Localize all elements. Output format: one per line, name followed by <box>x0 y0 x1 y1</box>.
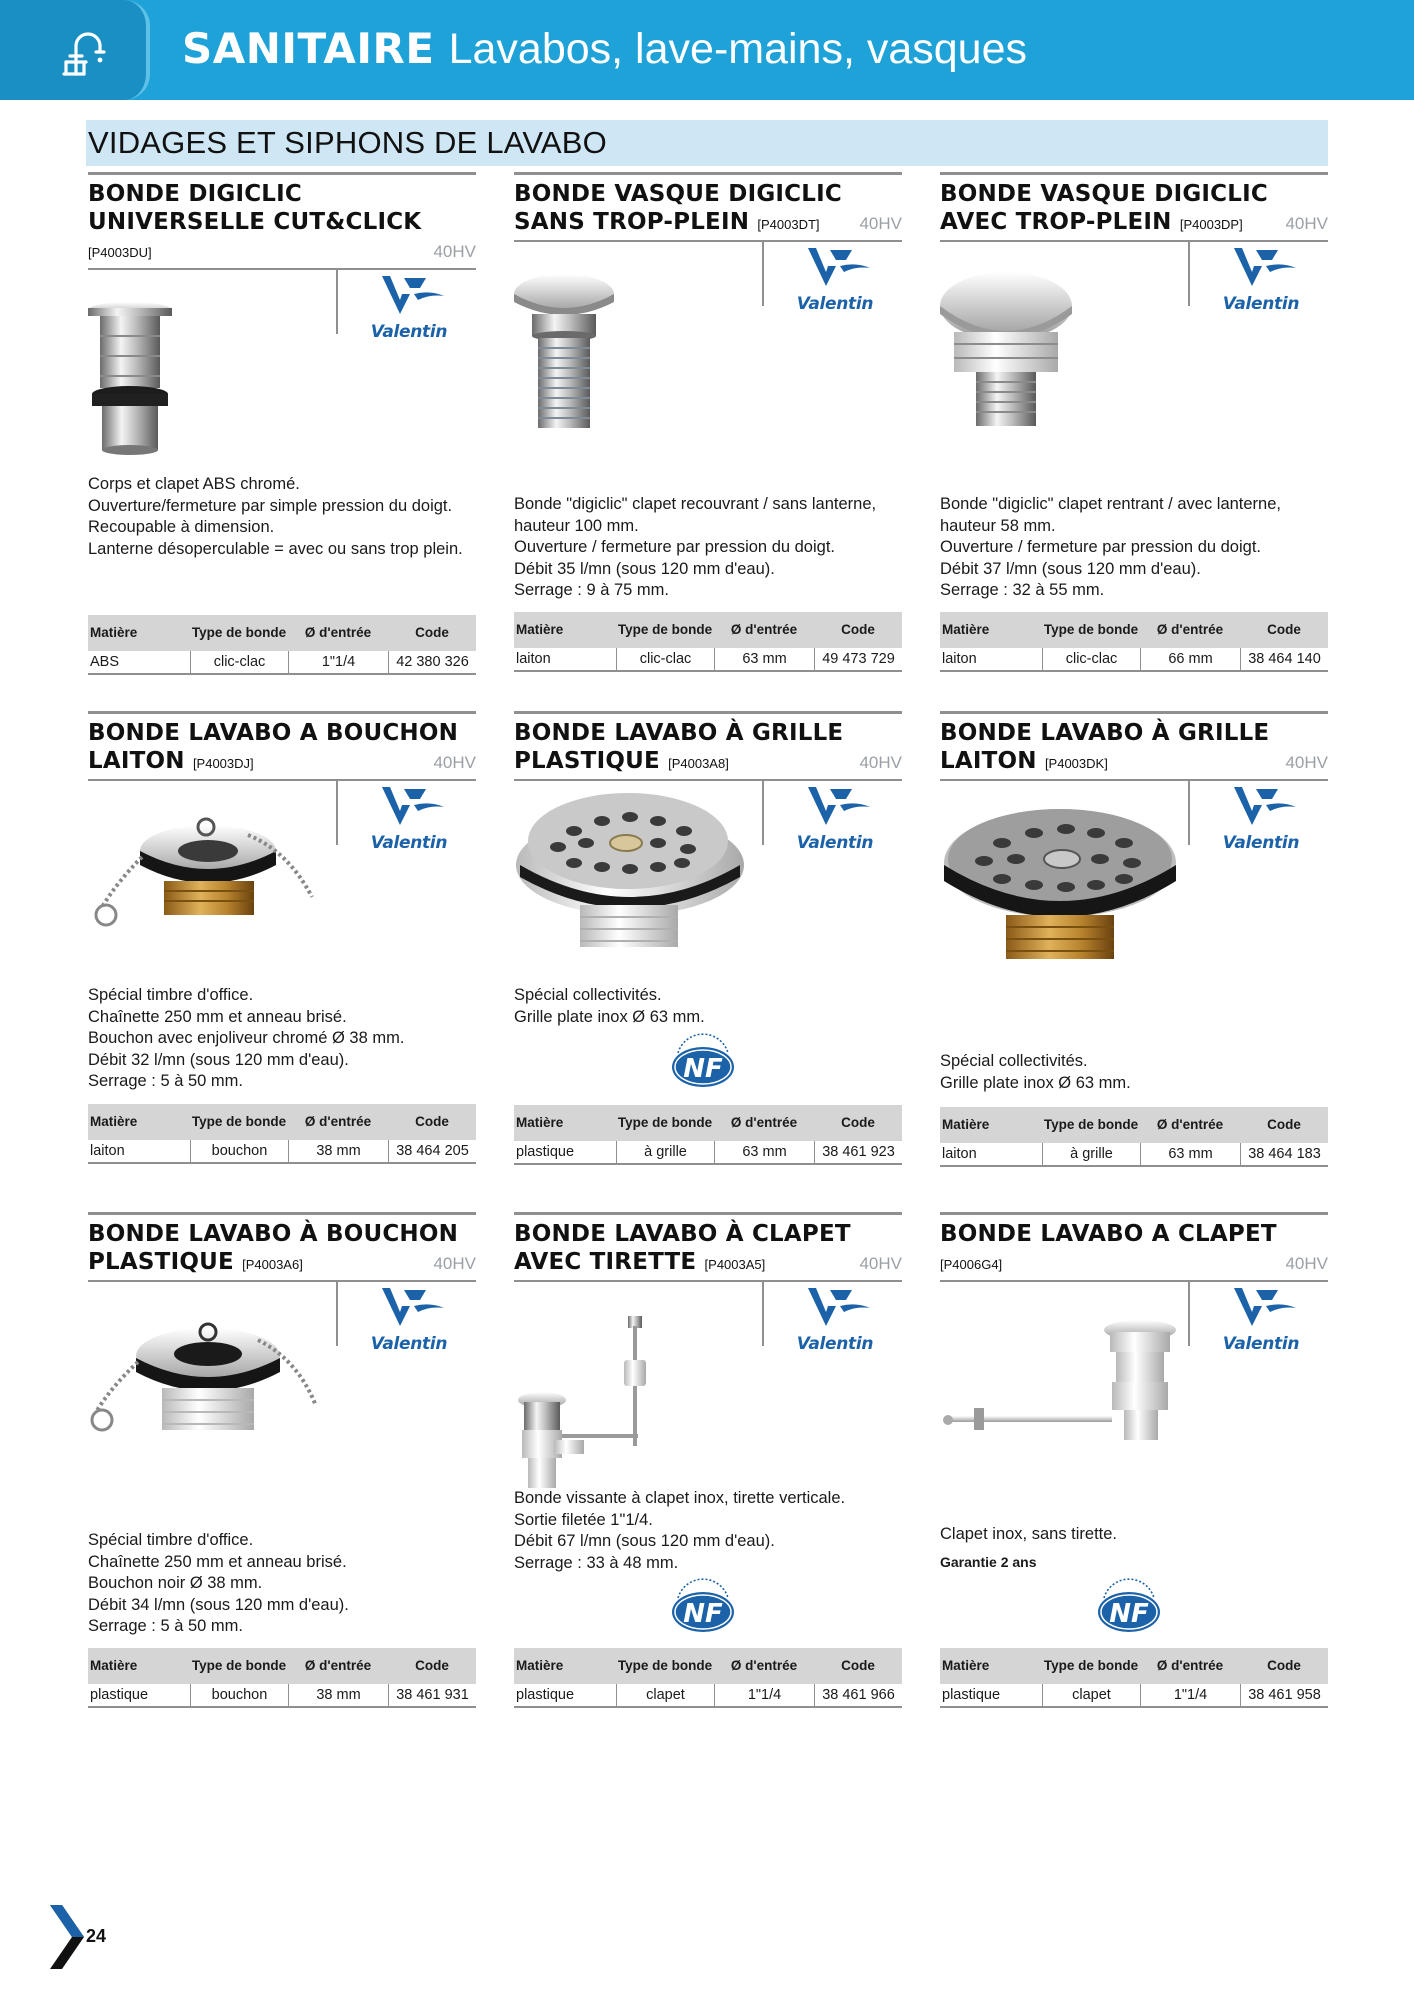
product-hv-code: 40HV <box>433 1254 476 1273</box>
cell-type: clapet <box>616 1684 714 1706</box>
description-line: Bouchon avec enjoliveur chromé Ø 38 mm. <box>88 1029 405 1047</box>
header-code: Code <box>841 1658 875 1673</box>
product-title <box>88 719 476 778</box>
product-hv-code: 40HV <box>859 214 902 233</box>
product-title <box>88 1220 476 1279</box>
brand-logo-text: Valentin <box>370 322 448 342</box>
product-title <box>88 180 476 267</box>
brand-logo-text: Valentin <box>370 1334 448 1354</box>
description-line: Spécial timbre d'office. <box>88 1531 254 1549</box>
logo-divider <box>762 781 764 845</box>
description-line: Serrage : 5 à 50 mm. <box>88 1617 243 1635</box>
logo-divider <box>336 781 338 845</box>
cell-material: plastique <box>90 1687 149 1703</box>
brand-logo <box>790 781 880 853</box>
valentin-v-icon <box>364 270 454 322</box>
header-material: Matière <box>516 622 564 637</box>
header-diameter: Ø d'entrée <box>1156 622 1224 637</box>
product-reference: [P4003DT] <box>757 217 820 232</box>
product-hv-code: 40HV <box>1285 753 1328 772</box>
product-title-text: BONDE LAVABO À GRILLE PLASTIQUE <box>514 720 844 774</box>
product-card <box>940 711 1328 1171</box>
product-card <box>88 711 476 1171</box>
header-code: Code <box>1267 1658 1301 1673</box>
nf-certification-badge <box>668 1033 738 1089</box>
brand-logo-text: Valentin <box>370 833 448 853</box>
spec-table <box>88 1648 476 1708</box>
cell-material: laiton <box>516 651 551 667</box>
table-row <box>514 1141 902 1165</box>
header-diameter: Ø d'entrée <box>730 1115 798 1130</box>
header-type: Type de bonde <box>191 1114 287 1129</box>
cell-diameter: 1"1/4 <box>714 1684 814 1706</box>
cell-material: laiton <box>942 651 977 667</box>
header-material: Matière <box>90 625 138 640</box>
product-photo <box>88 811 328 941</box>
product-card <box>940 172 1328 677</box>
card-top-rule <box>514 172 902 175</box>
cell-code: 38 461 923 <box>814 1141 902 1163</box>
description-line: Bonde "digiclic" clapet recouvrant / sans lanterne, hauteur 100 mm. <box>514 495 877 535</box>
spec-table <box>88 1104 476 1164</box>
description-line: Chaînette 250 mm et anneau brisé. <box>88 1007 347 1026</box>
cell-code: 38 461 931 <box>388 1684 476 1706</box>
cell-type: bouchon <box>190 1684 288 1706</box>
spec-table-header <box>88 615 476 651</box>
page-chevron-icon <box>50 1905 84 1969</box>
page-header <box>0 0 1414 100</box>
valentin-v-icon <box>790 242 880 294</box>
header-material: Matière <box>516 1658 564 1673</box>
product-title-text: BONDE LAVABO À BOUCHON PLASTIQUE <box>88 1221 459 1275</box>
description-line: Spécial timbre d'office. <box>88 986 254 1004</box>
product-reference: [P4003A8] <box>668 756 729 771</box>
brand-logo <box>364 270 454 342</box>
cell-code: 38 464 183 <box>1240 1143 1328 1165</box>
cell-code: 38 461 966 <box>814 1684 902 1706</box>
product-reference: [P4006G4] <box>940 1257 1003 1272</box>
category-label: SANITAIRE <box>182 24 435 73</box>
header-material: Matière <box>942 622 990 637</box>
header-diameter: Ø d'entrée <box>304 625 372 640</box>
header-type: Type de bonde <box>1043 1658 1139 1673</box>
description-line: Débit 34 l/mn (sous 120 mm d'eau). <box>88 1595 349 1614</box>
brand-logo <box>1216 242 1306 314</box>
description-line: Débit 37 l/mn (sous 120 mm d'eau). <box>940 559 1201 578</box>
header-diameter: Ø d'entrée <box>730 622 798 637</box>
brand-logo-text: Valentin <box>796 1334 874 1354</box>
brand-logo <box>790 242 880 314</box>
cell-diameter: 63 mm <box>1140 1143 1240 1165</box>
section-title: VIDAGES ET SIPHONS DE LAVABO <box>88 125 607 160</box>
product-card <box>940 1212 1328 1712</box>
cell-material: ABS <box>90 654 120 670</box>
nf-logo-icon <box>668 1578 738 1634</box>
description-line: Corps et clapet ABS chromé. <box>88 475 300 493</box>
product-title-text: BONDE LAVABO A CLAPET <box>940 1221 1277 1247</box>
product-photo <box>88 1310 328 1470</box>
card-top-rule <box>88 1212 476 1215</box>
spec-table <box>514 1105 902 1165</box>
cell-code: 38 464 140 <box>1240 648 1328 670</box>
product-title-text: BONDE VASQUE DIGICLIC AVEC TROP-PLEIN <box>940 181 1268 235</box>
product-description <box>514 985 902 1028</box>
logo-divider <box>762 1282 764 1346</box>
product-reference: [P4003DJ] <box>192 756 254 771</box>
brand-logo <box>790 1282 880 1354</box>
description-line: Bonde "digiclic" clapet rentrant / avec lanterne, hauteur 58 mm. <box>940 495 1281 535</box>
description-line: Serrage : 9 à 75 mm. <box>514 581 669 599</box>
header-code: Code <box>415 625 449 640</box>
product-reference: [P4003DU] <box>88 245 152 260</box>
cell-material: laiton <box>90 1143 125 1159</box>
header-material: Matière <box>942 1658 990 1673</box>
product-description <box>940 1524 1328 1546</box>
spec-table-header <box>88 1648 476 1684</box>
cell-code: 42 380 326 <box>388 651 476 673</box>
brand-logo <box>364 1282 454 1354</box>
header-diameter: Ø d'entrée <box>1156 1658 1224 1673</box>
description-line: Débit 32 l/mn (sous 120 mm d'eau). <box>88 1050 349 1069</box>
header-title <box>182 24 1027 80</box>
header-code: Code <box>841 1115 875 1130</box>
product-card <box>514 711 902 1171</box>
spec-table-header <box>940 612 1328 648</box>
product-title <box>940 180 1328 239</box>
description-line: Spécial collectivités. <box>940 1052 1088 1070</box>
header-type: Type de bonde <box>617 622 713 637</box>
card-top-rule <box>940 711 1328 714</box>
faucet-icon <box>58 22 114 80</box>
table-row <box>940 648 1328 672</box>
header-material: Matière <box>90 1114 138 1129</box>
spec-table-header <box>940 1648 1328 1684</box>
cell-diameter: 1"1/4 <box>288 651 388 673</box>
product-card <box>514 1212 902 1712</box>
cell-code: 49 473 729 <box>814 648 902 670</box>
header-diameter: Ø d'entrée <box>304 1658 372 1673</box>
card-top-rule <box>940 172 1328 175</box>
product-hv-code: 40HV <box>433 242 476 261</box>
nf-mark-text: NF <box>683 1599 723 1629</box>
cell-code: 38 464 205 <box>388 1140 476 1162</box>
brand-logo <box>1216 1282 1306 1354</box>
nf-mark-text: NF <box>683 1054 723 1084</box>
product-title-text: BONDE LAVABO A BOUCHON LAITON <box>88 720 459 774</box>
valentin-v-icon <box>364 781 454 833</box>
header-code: Code <box>415 1114 449 1129</box>
cell-type: clic-clac <box>616 648 714 670</box>
product-description <box>940 494 1328 602</box>
valentin-v-icon <box>790 781 880 833</box>
product-title-text: BONDE LAVABO À GRILLE LAITON <box>940 720 1270 774</box>
card-top-rule <box>514 1212 902 1215</box>
cell-diameter: 38 mm <box>288 1140 388 1162</box>
header-code: Code <box>1267 1117 1301 1132</box>
product-title <box>514 719 902 778</box>
header-type: Type de bonde <box>617 1115 713 1130</box>
header-material: Matière <box>942 1117 990 1132</box>
cell-code: 38 461 958 <box>1240 1684 1328 1706</box>
product-photo <box>514 779 754 949</box>
product-hv-code: 40HV <box>859 1254 902 1273</box>
product-photo <box>940 272 1080 442</box>
header-type: Type de bonde <box>617 1658 713 1673</box>
product-description <box>940 1051 1328 1094</box>
spec-table <box>514 1648 902 1708</box>
table-row <box>514 648 902 672</box>
product-hv-code: 40HV <box>433 753 476 772</box>
cell-material: plastique <box>516 1687 575 1703</box>
product-card <box>88 172 476 677</box>
product-description <box>514 1488 902 1574</box>
brand-logo <box>1216 781 1306 853</box>
table-row <box>88 651 476 675</box>
cell-diameter: 63 mm <box>714 1141 814 1163</box>
cell-diameter: 1"1/4 <box>1140 1684 1240 1706</box>
valentin-v-icon <box>364 1282 454 1334</box>
cell-type: clic-clac <box>1042 648 1140 670</box>
cell-type: clapet <box>1042 1684 1140 1706</box>
description-line: Sortie filetée 1"1/4. <box>514 1510 653 1529</box>
product-hv-code: 40HV <box>1285 1254 1328 1273</box>
card-top-rule <box>514 711 902 714</box>
table-row <box>940 1684 1328 1708</box>
spec-table <box>940 1648 1328 1708</box>
product-photo <box>940 1316 1190 1476</box>
cell-material: laiton <box>942 1146 977 1162</box>
logo-divider <box>336 1282 338 1346</box>
spec-table-header <box>514 612 902 648</box>
table-row <box>88 1684 476 1708</box>
nf-certification-badge <box>1094 1578 1164 1634</box>
header-type: Type de bonde <box>191 1658 287 1673</box>
valentin-v-icon <box>1216 242 1306 294</box>
cell-type: à grille <box>616 1141 714 1163</box>
description-line: Chaînette 250 mm et anneau brisé. <box>88 1552 347 1571</box>
valentin-v-icon <box>790 1282 880 1334</box>
product-photo <box>940 803 1190 983</box>
description-line: Serrage : 5 à 50 mm. <box>88 1072 243 1090</box>
valentin-v-icon <box>1216 781 1306 833</box>
section-title-band <box>86 120 1328 166</box>
card-top-rule <box>940 1212 1328 1215</box>
table-row <box>88 1140 476 1164</box>
description-line: Bouchon noir Ø 38 mm. <box>88 1574 263 1592</box>
product-description <box>514 494 902 602</box>
description-line: Grille plate inox Ø 63 mm. <box>514 1007 705 1026</box>
product-reference: [P4003A6] <box>242 1257 303 1272</box>
product-reference: [P4003DP] <box>1179 217 1243 232</box>
warranty-note: Garantie 2 ans <box>940 1554 1037 1570</box>
header-code: Code <box>1267 622 1301 637</box>
product-description <box>88 474 476 560</box>
description-line: Spécial collectivités. <box>514 986 662 1004</box>
product-hv-code: 40HV <box>859 753 902 772</box>
description-line: Débit 67 l/mn (sous 120 mm d'eau). <box>514 1532 775 1550</box>
nf-logo-icon <box>668 1033 738 1089</box>
category-subtitle: Lavabos, lave-mains, vasques <box>448 25 1028 73</box>
cell-type: clic-clac <box>190 651 288 673</box>
cell-diameter: 63 mm <box>714 648 814 670</box>
cell-diameter: 66 mm <box>1140 648 1240 670</box>
header-material: Matière <box>90 1658 138 1673</box>
product-title <box>940 1220 1328 1279</box>
header-type: Type de bonde <box>1043 1117 1139 1132</box>
nf-logo-icon <box>1094 1578 1164 1634</box>
description-line: Serrage : 33 à 48 mm. <box>514 1553 679 1572</box>
header-code: Code <box>415 1658 449 1673</box>
logo-divider <box>1188 242 1190 306</box>
card-top-rule <box>88 711 476 714</box>
header-code: Code <box>841 622 875 637</box>
spec-table-header <box>514 1648 902 1684</box>
table-row <box>940 1143 1328 1167</box>
nf-mark-text: NF <box>1109 1599 1149 1629</box>
product-reference: [P4003DK] <box>1044 756 1108 771</box>
description-line: Ouverture/fermeture par simple pression du doigt. <box>88 496 453 515</box>
spec-table <box>940 1107 1328 1167</box>
product-title <box>940 719 1328 778</box>
product-photo <box>514 1316 674 1496</box>
cell-diameter: 38 mm <box>288 1684 388 1706</box>
description-line: Ouverture / fermeture par pression du doigt. <box>514 538 835 556</box>
cell-type: bouchon <box>190 1140 288 1162</box>
product-card <box>88 1212 476 1712</box>
brand-logo-text: Valentin <box>796 294 874 314</box>
description-line: Bonde vissante à clapet inox, tirette verticale. <box>514 1489 846 1507</box>
product-hv-code: 40HV <box>1285 214 1328 233</box>
description-line: Grille plate inox Ø 63 mm. <box>940 1073 1131 1092</box>
spec-table <box>88 615 476 675</box>
description-line: Débit 35 l/mn (sous 120 mm d'eau). <box>514 559 775 578</box>
nf-certification-badge <box>668 1578 738 1634</box>
product-title-text: BONDE VASQUE DIGICLIC SANS TROP-PLEIN <box>514 181 842 235</box>
table-row <box>514 1684 902 1708</box>
spec-table <box>940 612 1328 672</box>
product-title <box>514 1220 902 1279</box>
brand-logo-text: Valentin <box>1222 294 1300 314</box>
product-photo <box>88 296 208 466</box>
header-type: Type de bonde <box>191 625 287 640</box>
product-description <box>88 1530 476 1638</box>
description-line: Clapet inox, sans tirette. <box>940 1525 1118 1543</box>
brand-logo <box>364 781 454 853</box>
brand-logo-text: Valentin <box>1222 833 1300 853</box>
cell-material: plastique <box>942 1687 1001 1703</box>
header-type: Type de bonde <box>1043 622 1139 637</box>
spec-table-header <box>88 1104 476 1140</box>
header-diameter: Ø d'entrée <box>730 1658 798 1673</box>
product-reference: [P4003A5] <box>704 1257 766 1272</box>
page-number: 24 <box>86 1926 107 1946</box>
description-line: Recoupable à dimension. <box>88 518 275 536</box>
spec-table-header <box>514 1105 902 1141</box>
logo-divider <box>762 242 764 306</box>
header-diameter: Ø d'entrée <box>304 1114 372 1129</box>
description-line: Lanterne désoperculable = avec ou sans trop plein. <box>88 539 463 558</box>
product-title <box>514 180 902 239</box>
brand-logo-text: Valentin <box>1222 1334 1300 1354</box>
brand-logo-text: Valentin <box>796 833 874 853</box>
product-title-text: BONDE DIGICLIC UNIVERSELLE CUT&CLICK <box>88 181 422 235</box>
card-top-rule <box>88 172 476 175</box>
spec-table-header <box>940 1107 1328 1143</box>
product-title-text: BONDE LAVABO À CLAPET AVEC TIRETTE <box>514 1221 851 1275</box>
product-description <box>88 985 476 1093</box>
header-diameter: Ø d'entrée <box>1156 1117 1224 1132</box>
valentin-v-icon <box>1216 1282 1306 1334</box>
category-tab <box>0 0 150 100</box>
header-material: Matière <box>516 1115 564 1130</box>
description-line: Ouverture / fermeture par pression du doigt. <box>940 538 1261 556</box>
logo-divider <box>336 270 338 334</box>
spec-table <box>514 612 902 672</box>
product-photo <box>514 272 634 442</box>
cell-type: à grille <box>1042 1143 1140 1165</box>
product-card <box>514 172 902 677</box>
description-line: Serrage : 32 à 55 mm. <box>940 581 1105 599</box>
cell-material: plastique <box>516 1144 575 1160</box>
